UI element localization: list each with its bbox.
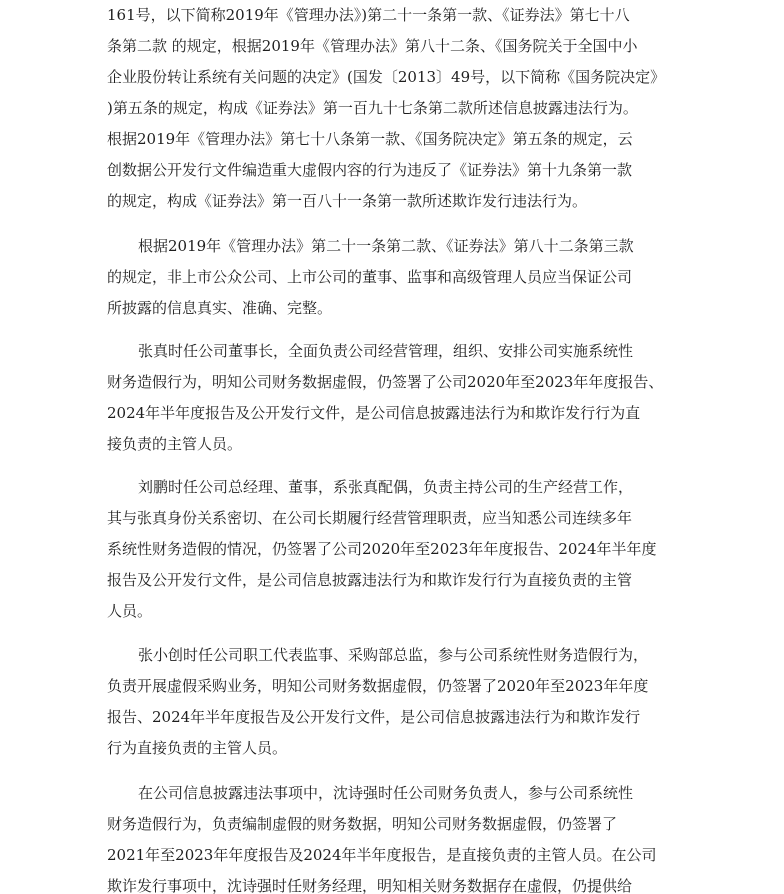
paragraph-4 — [107, 472, 677, 627]
paragraph-6 — [107, 778, 677, 894]
text-line: 条第二款 的规定，根据2019年《管理办法》第八十二条、《国务院关于全国中小 — [107, 37, 638, 55]
paragraph-2 — [107, 231, 677, 324]
text-line: 行为直接负责的主管人员。 — [107, 739, 288, 757]
text-line: 根据2019年《管理办法》第七十八条第一款、《国务院决定》第五条的规定，云 — [107, 130, 633, 148]
paragraph-5 — [107, 640, 677, 764]
text-line: 的规定，非上市公众公司、上市公司的董事、监事和高级管理人员应当保证公司 — [107, 268, 633, 286]
text-line: 2024年半年度报告及公开发行文件，是公司信息披露违法行为和欺诈发行行为直 — [107, 404, 641, 422]
text-line: 根据2019年《管理办法》第二十一条第二款、《证券法》第八十二条第三款 — [138, 237, 634, 255]
text-line: 的规定，构成《证券法》第一百八十一条第一款所述欺诈发行违法行为。 — [107, 192, 588, 210]
text-line: 负责开展虚假采购业务，明知公司财务数据虚假，仍签署了2020年至2023年年度 — [107, 677, 649, 695]
text-line: 所披露的信息真实、准确、完整。 — [107, 299, 333, 317]
text-line: 161号，以下简称2019年《管理办法》)第二十一条第一款、《证券法》第七十八 — [107, 6, 630, 24]
text-line: 人员。 — [107, 602, 153, 620]
text-line: 报告及公开发行文件，是公司信息披露违法行为和欺诈发行行为直接负责的主管 — [107, 571, 633, 589]
text-line: 2021年至2023年年度报告及2024年半年度报告，是直接负责的主管人员。在公司 — [107, 846, 657, 864]
text-line: 报告、2024年半年度报告及公开发行文件，是公司信息披露违法行为和欺诈发行 — [107, 708, 641, 726]
paragraph-3 — [107, 336, 677, 460]
text-line: 财务造假行为，负责编制虚假的财务数据，明知公司财务数据虚假，仍签署了 — [107, 815, 618, 833]
paragraph-1 — [107, 0, 677, 217]
text-line: 张小创时任公司职工代表监事、采购部总监，参与公司系统性财务造假行为， — [138, 646, 649, 664]
text-line: 其与张真身份关系密切、在公司长期履行经营管理职责，应当知悉公司连续多年 — [107, 509, 633, 527]
text-line: 接负责的主管人员。 — [107, 435, 243, 453]
text-line: )第五条的规定，构成《证券法》第一百九十七条第二款所述信息披露违法行为。 — [107, 99, 638, 117]
text-line: 刘鹏时任公司总经理、董事，系张真配偶，负责主持公司的生产经营工作， — [138, 478, 634, 496]
text-line: 企业股份转让系统有关问题的决定》(国发〔2013〕49号，以下简称《国务院决定》 — [107, 68, 666, 86]
text-line: 系统性财务造假的情况，仍签署了公司2020年至2023年年度报告、2024年半年度 — [107, 540, 657, 558]
text-line: 财务造假行为，明知公司财务数据虚假，仍签署了公司2020年至2023年年度报告、 — [107, 373, 664, 391]
text-line: 张真时任公司董事长，全面负责公司经营管理，组织、安排公司实施系统性 — [138, 342, 634, 360]
text-line: 欺诈发行事项中，沈诗强时任财务经理，明知相关财务数据存在虚假，仍提供给 — [107, 877, 633, 894]
text-line: 在公司信息披露违法事项中，沈诗强时任公司财务负责人，参与公司系统性 — [138, 784, 634, 802]
text-line: 创数据公开发行文件编造重大虚假内容的行为违反了《证券法》第十九条第一款 — [107, 161, 633, 179]
